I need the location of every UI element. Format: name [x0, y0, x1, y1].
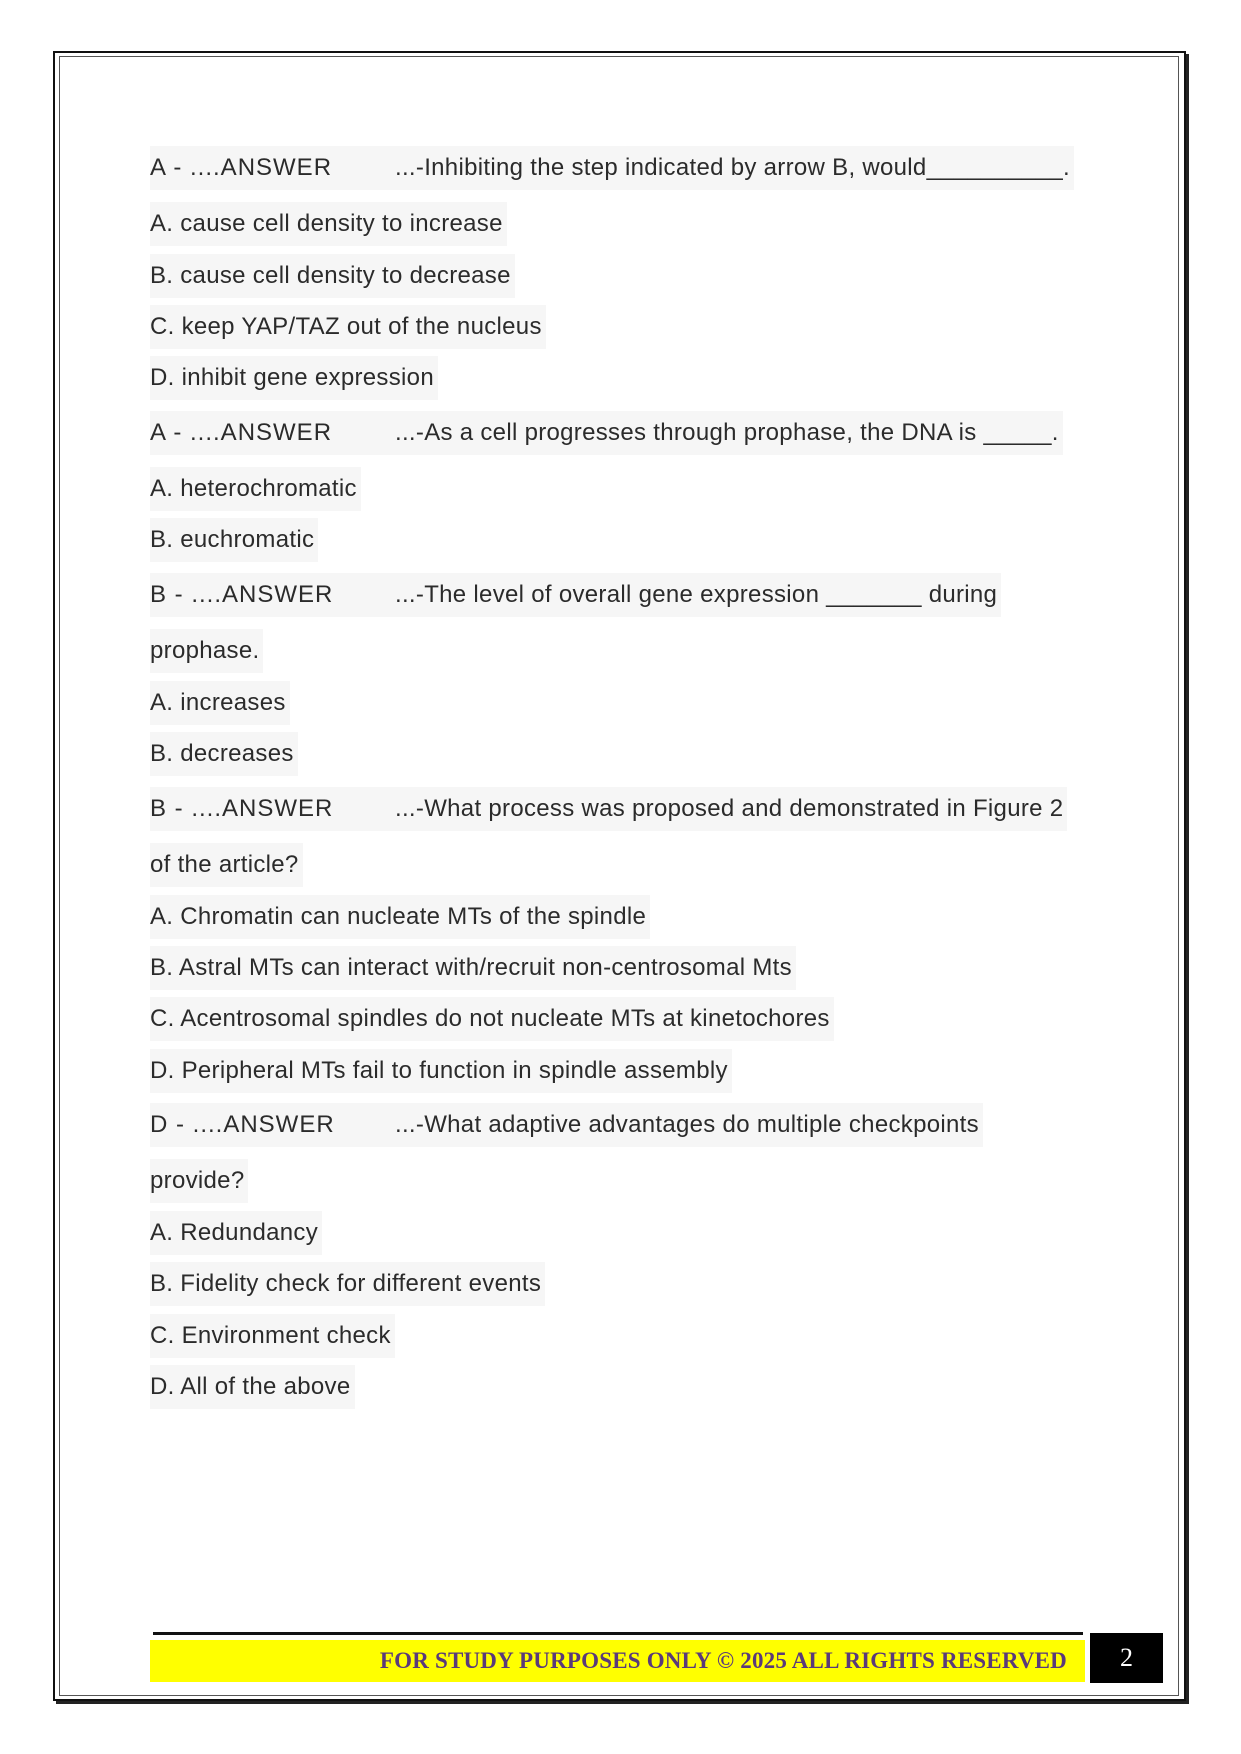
answer-key: D - ....ANSWER: [150, 1103, 395, 1147]
option-text: A. Redundancy: [150, 1211, 322, 1255]
footer-divider: [153, 1632, 1083, 1635]
option-text: A. cause cell density to increase: [150, 202, 507, 246]
option: [150, 356, 438, 400]
question-prompt-continued: [150, 843, 303, 887]
option: [150, 1262, 545, 1306]
answer-key: A - ....ANSWER: [150, 146, 395, 190]
option: [150, 1211, 322, 1255]
option-text: B. euchromatic: [150, 518, 318, 562]
option-text: D. inhibit gene expression: [150, 356, 438, 400]
option: [150, 895, 650, 939]
option: [150, 467, 361, 511]
question-prompt: ...-The level of overall gene expression _______ during: [395, 573, 1001, 617]
option-text: D. All of the above: [150, 1365, 355, 1409]
option-text: D. Peripheral MTs fail to function in spindle assembly: [150, 1049, 732, 1093]
option-text: A. increases: [150, 681, 290, 725]
option-text: B. decreases: [150, 732, 298, 776]
option-text: B. Astral MTs can interact with/recruit non-centrosomal Mts: [150, 946, 796, 990]
option: [150, 946, 796, 990]
page-number: [1090, 1633, 1163, 1683]
question-5-header: [150, 1103, 983, 1147]
option-text: A. Chromatin can nucleate MTs of the spindle: [150, 895, 650, 939]
question-prompt: ...-What adaptive advantages do multiple checkpoints: [395, 1103, 983, 1147]
question-3-header: [150, 573, 1001, 617]
option-text: C. keep YAP/TAZ out of the nucleus: [150, 305, 546, 349]
answer-key: A - ....ANSWER: [150, 411, 395, 455]
question-4-header: [150, 787, 1067, 831]
option-text: C. Environment check: [150, 1314, 395, 1358]
option: [150, 1365, 355, 1409]
option-text: B. Fidelity check for different events: [150, 1262, 545, 1306]
option-text: C. Acentrosomal spindles do not nucleate MTs at kinetochores: [150, 997, 834, 1041]
question-prompt-continued: [150, 1159, 248, 1203]
question-1-header: [150, 146, 1074, 190]
question-2-header: [150, 411, 1063, 455]
question-prompt: provide?: [150, 1159, 248, 1203]
footer-notice: FOR STUDY PURPOSES ONLY © 2025 ALL RIGHTS RESERVED: [379, 1648, 1067, 1673]
answer-key: B - ....ANSWER: [150, 573, 395, 617]
question-prompt: prophase.: [150, 629, 263, 673]
answer-key: B - ....ANSWER: [150, 787, 395, 831]
option: [150, 997, 834, 1041]
option: [150, 254, 515, 298]
question-prompt: ...-As a cell progresses through prophase, the DNA is _____.: [395, 411, 1063, 455]
option: [150, 681, 290, 725]
option: [150, 732, 298, 776]
question-prompt: ...-Inhibiting the step indicated by arrow B, would__________.: [395, 146, 1074, 190]
page-number-text: 2: [1120, 1643, 1133, 1672]
question-prompt-continued: [150, 629, 263, 673]
question-prompt: of the article?: [150, 843, 303, 887]
option: [150, 1049, 732, 1093]
question-prompt: ...-What process was proposed and demonstrated in Figure 2: [395, 787, 1067, 831]
option: [150, 1314, 395, 1358]
option: [150, 202, 507, 246]
option-text: A. heterochromatic: [150, 467, 361, 511]
option: [150, 305, 546, 349]
option: [150, 518, 318, 562]
footer-notice-band: [150, 1640, 1085, 1682]
option-text: B. cause cell density to decrease: [150, 254, 515, 298]
